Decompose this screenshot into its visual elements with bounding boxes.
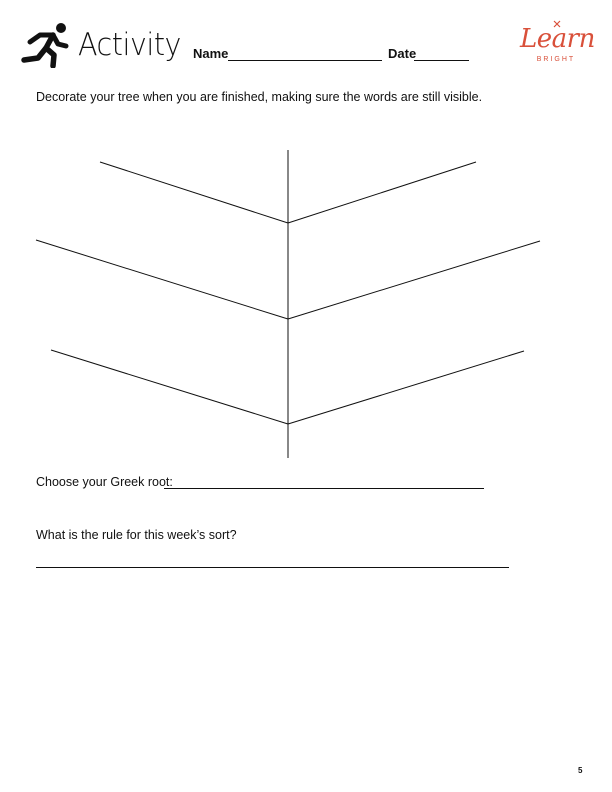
sort-rule-question: What is the rule for this week’s sort? bbox=[36, 528, 237, 542]
greek-root-label: Choose your Greek root: bbox=[36, 475, 173, 489]
sort-rule-answer-field[interactable] bbox=[36, 567, 509, 568]
branch-middle-left[interactable] bbox=[36, 240, 288, 319]
branch-middle-right[interactable] bbox=[288, 241, 540, 319]
branch-bottom-left[interactable] bbox=[51, 350, 288, 424]
date-label: Date bbox=[388, 46, 417, 61]
learn-bright-logo bbox=[520, 24, 595, 68]
page-title: Activity bbox=[78, 27, 181, 63]
logo-word: Learn bbox=[520, 24, 595, 54]
logo-subtext: BRIGHT bbox=[536, 56, 576, 63]
running-person-icon bbox=[20, 22, 72, 68]
page-number: 5 bbox=[578, 766, 583, 775]
date-field[interactable] bbox=[414, 60, 469, 61]
branch-bottom-right[interactable] bbox=[288, 351, 524, 424]
tree-diagram bbox=[0, 140, 612, 470]
name-label: Name bbox=[193, 46, 229, 61]
greek-root-field[interactable] bbox=[164, 488, 484, 489]
instructions-text: Decorate your tree when you are finished, making sure the words are still visible. bbox=[36, 90, 483, 104]
branch-top-left[interactable] bbox=[100, 162, 288, 223]
branch-top-right[interactable] bbox=[288, 162, 476, 223]
name-field[interactable] bbox=[228, 60, 382, 61]
